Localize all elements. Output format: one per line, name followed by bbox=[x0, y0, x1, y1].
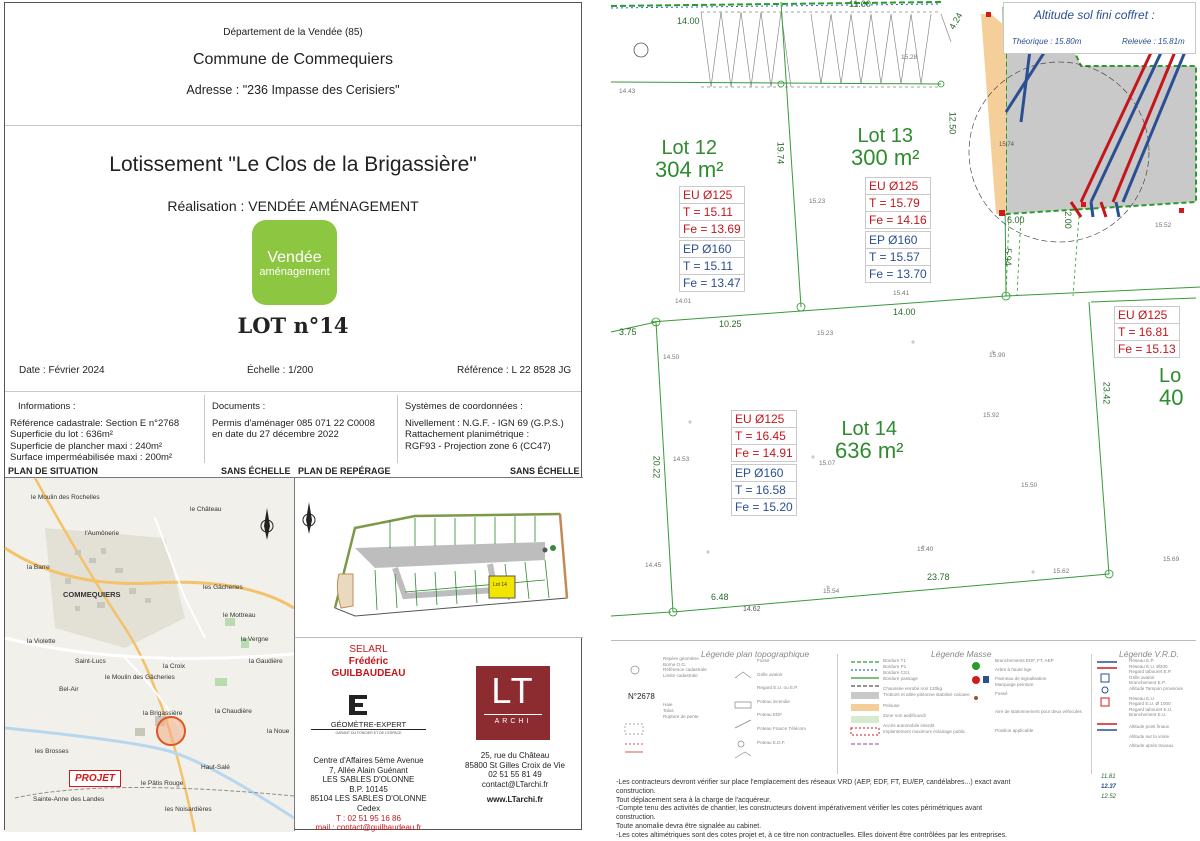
dimension: 15.74 bbox=[999, 142, 1015, 148]
eu-fe: Fe = 13.69 bbox=[679, 221, 745, 238]
address: Adresse : "236 Impasse des Cerisiers" bbox=[186, 83, 400, 97]
eu-fe: Fe = 15.13 bbox=[1114, 341, 1180, 358]
ep-box-lot13 bbox=[865, 231, 931, 283]
legend-item: Bordure P1 bbox=[883, 664, 907, 670]
title-block bbox=[4, 2, 582, 833]
lot-name: Lo bbox=[1159, 365, 1182, 387]
map-place: le Pâtis Rouge bbox=[141, 780, 184, 787]
dimension: 6.48 bbox=[711, 592, 729, 602]
architect-line: 25, rue du Château bbox=[480, 751, 550, 760]
divider bbox=[5, 125, 581, 126]
legend-item: Limite cadastrale bbox=[663, 672, 698, 678]
spot-height: 15.90 bbox=[989, 352, 1006, 359]
dimension: 23.78 bbox=[927, 572, 950, 582]
date: Date : Février 2024 bbox=[19, 365, 105, 376]
spot-height: 14.53 bbox=[673, 456, 690, 463]
lot-plan bbox=[611, 0, 1196, 839]
eu-box-lot13 bbox=[865, 177, 931, 229]
map-place: la Croix bbox=[163, 663, 186, 670]
legend-item: Bordure CS1 bbox=[883, 670, 910, 676]
legend-vrd-title: Légende V.R.D. bbox=[1119, 649, 1179, 659]
dimension: 12.50 bbox=[947, 111, 958, 135]
spot-height: 15.69 bbox=[1163, 556, 1180, 563]
spot-height: 15.28 bbox=[901, 54, 918, 61]
legend-item: Fossé bbox=[757, 658, 770, 663]
vrd-value: 12.37 bbox=[1101, 784, 1117, 790]
spot-height: 14.43 bbox=[619, 88, 636, 95]
logo-line-2: aménagement bbox=[259, 266, 330, 278]
eu-diameter: EU Ø125 bbox=[731, 410, 797, 428]
info-heading: Informations : bbox=[18, 401, 76, 412]
spot-height: 14.01 bbox=[675, 298, 692, 305]
spot-height: 15.62 bbox=[1053, 568, 1070, 575]
documents-column bbox=[212, 401, 402, 441]
ep-t: T = 15.57 bbox=[865, 249, 931, 266]
note: -Les cotes altimétriques sont des cotes projet et, à ce titre non contractuelles. Elles doivent être contrôlées par les entreprises. bbox=[616, 831, 1008, 839]
ep-diameter: EP Ø160 bbox=[679, 240, 745, 258]
lot-name: Lot 12 bbox=[661, 137, 718, 159]
spot-height: 15.54 bbox=[823, 588, 840, 595]
divider bbox=[397, 395, 398, 463]
legend-topo-title: Légende plan topographique bbox=[701, 649, 810, 659]
spot-height: 15.92 bbox=[983, 412, 1000, 419]
lot-area: 300 m² bbox=[851, 145, 920, 170]
legend-item: Position applicable bbox=[995, 727, 1034, 733]
map-place: le Moulin des Rochelles bbox=[31, 494, 100, 501]
spot-height: 15.41 bbox=[893, 290, 910, 297]
legend-item: Altitude sur la voirie bbox=[1129, 733, 1170, 739]
dimension: 23.42 bbox=[1101, 381, 1112, 405]
legend-item: Zone non aedificandi bbox=[883, 712, 926, 718]
coords-line: RGF93 - Projection zone 6 (CC47) bbox=[405, 440, 551, 452]
lt-archi-logo bbox=[476, 666, 550, 740]
info-line: Superficie du lot : 636m² bbox=[10, 429, 113, 440]
legend-item: Implantement maximum éclairage public bbox=[883, 728, 966, 734]
map-place: la Gaudière bbox=[249, 658, 283, 665]
surveyor-block bbox=[311, 644, 426, 680]
ep-box-lot12 bbox=[679, 240, 745, 292]
dimension: 19.74 bbox=[775, 141, 786, 165]
legend-item: Regard E.U. Ø 1000 bbox=[1129, 701, 1171, 707]
plan-drawing bbox=[611, 2, 1196, 642]
eu-t: T = 15.11 bbox=[679, 204, 745, 221]
geometre-logo-icon bbox=[347, 693, 369, 717]
coords-column bbox=[405, 401, 580, 452]
altitude-relevee: Relevée : 15.81m bbox=[1122, 37, 1185, 46]
map-place: la Noue bbox=[267, 728, 290, 735]
legend-item: Poteau incendie bbox=[757, 698, 790, 704]
coords-line: Rattachement planimétrique : bbox=[405, 429, 530, 440]
construction-notes bbox=[616, 779, 1016, 841]
ep-box-lot14 bbox=[731, 464, 797, 516]
legend-item: Poteau France Télécom bbox=[757, 725, 806, 731]
note: Toute anomalie devra être signalée au cabinet. bbox=[616, 822, 762, 830]
map-place: l'Aumônerie bbox=[85, 530, 120, 537]
map-place: COMMEQUIERS bbox=[63, 590, 121, 599]
situation-map-graphic bbox=[5, 478, 294, 832]
reference: Référence : L 22 8528 JG bbox=[457, 365, 572, 376]
dimension: 11.00 bbox=[849, 0, 871, 9]
legend-item: Aire de stationnement pour deux véhicules bbox=[995, 709, 1082, 715]
dimension: 6.00 bbox=[1007, 215, 1025, 225]
altitude-theorique: Théorique : 15.80m bbox=[1012, 37, 1082, 46]
info-line: Surface imperméabilisée maxi : 200m² bbox=[10, 452, 173, 463]
eu-fe: Fe = 14.16 bbox=[865, 212, 931, 229]
lt-archi-logo-text: LT bbox=[491, 670, 535, 711]
situation-map bbox=[5, 477, 294, 831]
spot-height: 15.50 bbox=[1021, 482, 1038, 489]
coords-line: Nivellement : N.G.F. - IGN 69 (G.P.S.) bbox=[405, 417, 564, 429]
eu-t: T = 15.79 bbox=[865, 195, 931, 212]
surveyor-tagline: GARANT DU FONCIER ET DE L'ESPACE bbox=[335, 731, 402, 735]
situation-scale: SANS ÉCHELLE bbox=[221, 466, 291, 476]
lot-name: Lot 13 bbox=[857, 125, 914, 147]
legend-item: Réseau E.U. Ø200 bbox=[1129, 663, 1168, 669]
spot-height: 15.52 bbox=[1155, 222, 1172, 229]
legend-item: Haie bbox=[663, 702, 673, 708]
contacts bbox=[294, 637, 583, 831]
project-title: Lotissement "Le Clos de la Brigassière" bbox=[109, 153, 477, 176]
legend-topo-list bbox=[663, 656, 753, 719]
spot-height: 15.23 bbox=[809, 198, 826, 205]
altitude-title: Altitude sol fini coffret : bbox=[1034, 8, 1155, 22]
ep-t: T = 16.58 bbox=[731, 482, 797, 499]
eu-diameter: EU Ø125 bbox=[865, 177, 931, 195]
map-place: Sainte-Anne des Landes bbox=[33, 796, 105, 803]
divider bbox=[5, 391, 581, 392]
legend-parcel-number: N°2678 bbox=[628, 692, 655, 701]
dimension: 5.94 bbox=[1002, 248, 1013, 266]
legend-item: Accès automobile interdit bbox=[883, 722, 935, 728]
eu-fe: Fe = 14.91 bbox=[731, 445, 797, 462]
scale: Échelle : 1/200 bbox=[247, 365, 314, 376]
lot-area: 40 bbox=[1159, 385, 1184, 410]
vrd-value: 12.52 bbox=[1101, 794, 1117, 800]
legend-item: Altitude après travaux bbox=[1129, 743, 1174, 749]
realisation: Réalisation : VENDÉE AMÉNAGEMENT bbox=[167, 198, 419, 214]
map-place: les Gâcheries bbox=[203, 584, 243, 591]
eu-t: T = 16.81 bbox=[1114, 324, 1180, 341]
legend-item: Référence cadastrale bbox=[663, 667, 707, 673]
architect-line: 02 51 55 81 49 bbox=[488, 770, 542, 780]
eu-box-lot12 bbox=[679, 186, 745, 238]
dimension: 14.00 bbox=[677, 16, 700, 26]
divider bbox=[204, 395, 205, 463]
coords-heading: Systèmes de coordonnées : bbox=[405, 401, 523, 412]
map-place: les Noisardières bbox=[165, 806, 212, 813]
legend-item: Réseau E.P. bbox=[1129, 658, 1155, 663]
dimension: 10.25 bbox=[719, 319, 742, 329]
architect-line: 85800 St Gilles Croix de Vie bbox=[465, 760, 565, 770]
legend-item: Réseau E.U. bbox=[1129, 695, 1156, 701]
documents-line: Permis d'aménager 085 071 22 C0008 bbox=[212, 417, 375, 429]
legend-item: Altitude Tampon provisoire bbox=[1129, 685, 1184, 691]
legend-item: Talus bbox=[663, 707, 674, 713]
vendee-amenagement-logo bbox=[252, 220, 337, 305]
logo-line-1: Vendée bbox=[267, 249, 322, 266]
spot-height: 15.07 bbox=[819, 460, 836, 467]
dimension: 4.24 bbox=[947, 10, 965, 32]
architect-address bbox=[455, 751, 575, 805]
lot-area: 304 m² bbox=[655, 157, 724, 182]
eu-box-lot-next bbox=[1114, 306, 1180, 358]
legend-vrd-values bbox=[1101, 772, 1116, 802]
dimension: 20.22 bbox=[651, 455, 662, 479]
department: Département de la Vendée (85) bbox=[223, 27, 363, 38]
surveyor-line: Cedex bbox=[356, 803, 381, 813]
lot-12-label bbox=[655, 138, 723, 180]
legend-item: Panneau de signalisation bbox=[995, 676, 1047, 682]
surveyor-line: 7, Allée Alain Guénant bbox=[329, 765, 408, 775]
ep-diameter: EP Ø160 bbox=[731, 464, 797, 482]
map-place: Haut-Salé bbox=[201, 764, 230, 771]
surveyor-address bbox=[301, 756, 436, 833]
map-place: les Brosses bbox=[35, 748, 69, 755]
map-place: la Brigassière bbox=[143, 710, 183, 717]
lot-area: 636 m² bbox=[835, 438, 904, 463]
map-place: le Moulin des Gâcheries bbox=[105, 674, 175, 681]
surveyor-line: LES SABLES D'OLONNE bbox=[322, 775, 415, 785]
dimension: 14.62 bbox=[743, 606, 761, 613]
map-place: le Mottreau bbox=[223, 612, 256, 619]
legend-item: Rupture de pente bbox=[663, 713, 699, 719]
spot-height: 15.23 bbox=[817, 330, 834, 337]
legend-masse-list-2 bbox=[995, 658, 1089, 734]
ep-fe: Fe = 13.47 bbox=[679, 275, 745, 292]
surveyor-company: SELARL bbox=[349, 644, 388, 655]
lt-archi-logo-sub: ARCHI bbox=[484, 714, 542, 725]
legend-item: Marquage peinture bbox=[995, 682, 1034, 688]
map-place: la Violette bbox=[27, 638, 56, 645]
legend-item: Grille avaloir bbox=[1129, 674, 1155, 680]
geometre-expert-logo bbox=[347, 693, 369, 717]
ep-diameter: EP Ø160 bbox=[865, 231, 931, 249]
map-place: Bel-Air bbox=[59, 686, 79, 693]
info-line: Référence cadastrale: Section E n°2768 bbox=[10, 417, 180, 429]
surveyor-title: GÉOMÈTRE-EXPERT bbox=[311, 720, 426, 730]
lot-14-label bbox=[835, 419, 903, 461]
legend-item: Grille avaloir bbox=[757, 671, 783, 677]
commune-title: Commune de Commequiers bbox=[192, 51, 394, 68]
spot-height: 15.40 bbox=[917, 546, 934, 553]
spot-height: 14.50 bbox=[663, 354, 680, 361]
note: -Compte tenu des activités de chantier, les constructeurs doivent impérativement vérifier les cotes périmétriques avant construction. bbox=[616, 805, 983, 822]
eu-t: T = 16.45 bbox=[731, 428, 797, 445]
info-column bbox=[10, 401, 205, 464]
legend-item: Poteau EDF bbox=[757, 712, 783, 718]
map-place: le Château bbox=[190, 506, 222, 513]
legend-item: Branchements EDF, FT, AEP bbox=[995, 658, 1054, 663]
legend-item: Fossé bbox=[995, 691, 1008, 697]
dimension: 3.75 bbox=[619, 327, 637, 337]
legend-item: Bordure passage bbox=[883, 676, 918, 682]
surveyor-line: 85104 LES SABLES D'OLONNE bbox=[310, 794, 427, 804]
ep-fe: Fe = 15.20 bbox=[731, 499, 797, 516]
legend-item: Regard tabouret E.P. bbox=[1129, 669, 1172, 675]
legend-item: Branchement E.P. bbox=[1129, 680, 1166, 686]
map-place: Saint-Lucs bbox=[75, 658, 106, 665]
legend-item: Trottoirs et allée piétonne stabilisé calcaire bbox=[883, 692, 970, 698]
vrd-value: 11.81 bbox=[1101, 774, 1116, 780]
legend-masse-list bbox=[883, 658, 973, 735]
legend-item: Bordure T1 bbox=[883, 658, 906, 663]
surveyor-last-name: GUILBAUDEAU bbox=[331, 668, 406, 679]
legend-item: Poteau E.D.F. bbox=[757, 739, 786, 745]
legend-item: Regard tabouret E.U. bbox=[1129, 706, 1173, 712]
ep-t: T = 15.11 bbox=[679, 258, 745, 275]
legend-topo-list-2 bbox=[757, 658, 832, 745]
surveyor-line: B.P. 10145 bbox=[349, 784, 388, 794]
legend-item: Arbre à haute tige bbox=[995, 667, 1032, 673]
legend-masse-title: Légende Masse bbox=[931, 649, 992, 659]
surveyor-first-name: Frédéric bbox=[348, 656, 389, 667]
reperage-graphic bbox=[295, 478, 584, 638]
legend-item: Altitude point finaux bbox=[1129, 723, 1170, 729]
surveyor-line: Centre d'Affaires 5ème Avenue bbox=[313, 756, 424, 765]
architect-line: contact@LTarchi.fr bbox=[481, 779, 549, 789]
eu-box-lot14 bbox=[731, 410, 797, 462]
documents-heading: Documents : bbox=[212, 401, 266, 412]
situation-header: PLAN DE SITUATION bbox=[8, 466, 98, 476]
legend-item: Borne O.G. bbox=[663, 661, 687, 667]
eu-diameter: EU Ø125 bbox=[679, 186, 745, 204]
documents-line: en date du 27 décembre 2022 bbox=[212, 429, 339, 440]
legend-item: Regard E.U. ou E.P. bbox=[757, 685, 799, 691]
reperage-plan bbox=[294, 477, 583, 637]
legend-item: Chaussée enrobé noir 120kg bbox=[883, 686, 942, 692]
map-place: la Chaudière bbox=[215, 708, 252, 715]
map-place: la Barre bbox=[27, 564, 50, 571]
eu-diameter: EU Ø125 bbox=[1114, 306, 1180, 324]
note: Tout déplacement sera à la charge de l'acquéreur. bbox=[616, 796, 772, 804]
surveyor-email: mail : contact@guilbaudeau.fr bbox=[315, 823, 422, 833]
reperage-scale: SANS ÉCHELLE bbox=[510, 466, 580, 476]
lot-13-label bbox=[851, 126, 919, 168]
reperage-lot-label: Lot 14 bbox=[493, 582, 507, 588]
lot-number: LOT n°14 bbox=[237, 313, 349, 338]
legend-item: Branchement E.U. bbox=[1129, 712, 1167, 718]
projet-label: PROJET bbox=[69, 770, 121, 787]
surveyor-phone: T : 02 51 95 16 86 bbox=[336, 813, 401, 823]
architect-web: www.LTarchi.fr bbox=[486, 795, 544, 805]
legend-item: Pelouse bbox=[883, 702, 900, 708]
spot-height: 14.45 bbox=[645, 562, 662, 569]
reperage-header: PLAN DE REPÉRAGE bbox=[298, 466, 391, 476]
lot-next-label bbox=[1159, 366, 1183, 408]
legend-item: Repère géomètre bbox=[663, 656, 699, 661]
dimension: 14.00 bbox=[893, 307, 916, 317]
dimension: 2.00 bbox=[1062, 211, 1073, 229]
lot-name: Lot 14 bbox=[841, 418, 898, 440]
legend-vrd-list bbox=[1129, 658, 1195, 749]
ep-fe: Fe = 13.70 bbox=[865, 266, 931, 283]
note: -Les contracteurs devront vérifier sur place l'emplacement des réseaux VRD (AEP, EDF, FT, EU/EP, candélabres...) exact avant construction. bbox=[616, 779, 1011, 795]
map-place: la Vergne bbox=[241, 636, 269, 643]
altitude-panel bbox=[1003, 2, 1196, 54]
legend-divider bbox=[611, 640, 1196, 641]
info-line: Superficie de plancher maxi : 240m² bbox=[10, 440, 163, 452]
